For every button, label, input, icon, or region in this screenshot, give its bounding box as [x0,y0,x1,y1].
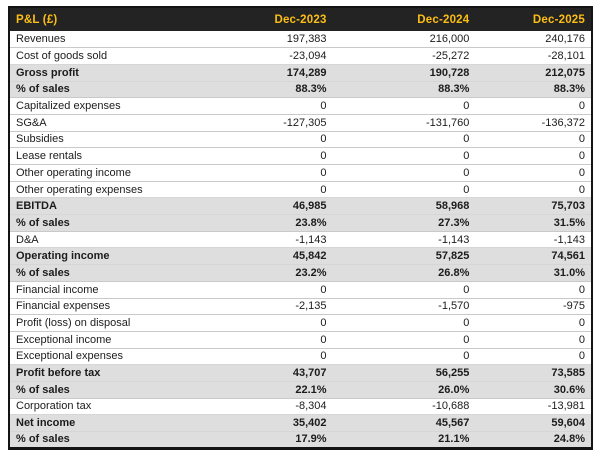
cell-value: 0 [333,131,476,148]
cell-value: 23.8% [219,215,333,232]
cell-value: 45,567 [333,415,476,432]
cell-value: 22.1% [219,381,333,398]
cell-value: 0 [333,148,476,165]
cell-value: 57,825 [333,248,476,265]
row-label: Financial income [9,281,219,298]
cell-value: 0 [475,165,592,182]
row-label: Exceptional expenses [9,348,219,365]
table-row [9,31,592,48]
pnl-table-body [9,31,592,448]
row-label: D&A [9,231,219,248]
cell-value: 74,561 [475,248,592,265]
cell-value: 59,604 [475,415,592,432]
cell-value: 26.8% [333,265,476,282]
table-row [9,348,592,365]
cell-value: 174,289 [219,64,333,81]
header-row [9,7,592,31]
cell-value: 17.9% [219,432,333,449]
cell-value: 0 [333,315,476,332]
row-label: Other operating income [9,165,219,182]
cell-value: -1,143 [475,231,592,248]
cell-value: 23.2% [219,265,333,282]
row-label: Subsidies [9,131,219,148]
cell-value: -975 [475,298,592,315]
cell-value: 0 [475,348,592,365]
cell-value: 216,000 [429,33,470,46]
table-row [9,165,592,182]
cell-value: 75,703 [475,198,592,215]
table-row [9,231,592,248]
table-row [9,198,592,215]
cell-value: 31.0% [475,265,592,282]
cell-value: 0 [219,165,333,182]
table-row [9,331,592,348]
row-label: Profit before tax [9,365,219,382]
table-row [9,215,592,232]
cell-value: -1,143 [219,231,333,248]
cell-value: -28,101 [475,48,592,65]
row-label: Gross profit [9,64,219,81]
row-label: Other operating expenses [9,181,219,198]
row-label: Operating income [9,248,219,265]
cell-value: -1,570 [333,298,476,315]
row-label: Corporation tax [9,398,219,415]
cell-value: 43,707 [219,365,333,382]
row-label: Cost of goods sold [9,48,219,65]
row-label: Profit (loss) on disposal [9,315,219,332]
row-label: % of sales [9,432,219,449]
row-label: Financial expenses [9,298,219,315]
cell-value: 212,075 [475,64,592,81]
cell-value: 0 [475,148,592,165]
cell-value: 0 [475,315,592,332]
cell-value: 0 [475,331,592,348]
cell-value: 0 [333,165,476,182]
row-label: % of sales [9,381,219,398]
cell-value: 46,985 [219,198,333,215]
cell-value: -1,143 [333,231,476,248]
cell-value: 0 [333,181,476,198]
cell-value: 197,383 [286,33,327,46]
cell-value: 0 [475,131,592,148]
table-row [9,114,592,131]
cell-value: 88.3% [475,81,592,98]
cell-value: 0 [219,315,333,332]
table-row [9,98,592,115]
pnl-table-header [9,7,592,31]
cell-value: -25,272 [333,48,476,65]
cell-value: 0 [219,331,333,348]
table-row [9,398,592,415]
cell-value: -23,094 [219,48,333,65]
cell-value: 88.3% [333,81,476,98]
column-header-dec-2024: Dec-2024 [333,7,476,31]
row-label: EBITDA [9,198,219,215]
cell-value: 58,968 [333,198,476,215]
cell-value: -2,135 [219,298,333,315]
cell-value: 31.5% [475,215,592,232]
cell-value: 35,402 [219,415,333,432]
table-title: P&L (£) [9,7,219,31]
cell-value: 0 [475,281,592,298]
table-row [9,64,592,81]
table-row [9,48,592,65]
cell-value: -136,372 [475,114,592,131]
row-label: Revenues [16,33,66,46]
table-row [9,365,592,382]
row-label: Exceptional income [9,331,219,348]
table-row [9,265,592,282]
cell-value: 0 [475,98,592,115]
cell-value: -127,305 [219,114,333,131]
cell-value: 0 [333,331,476,348]
cell-value: 21.1% [333,432,476,449]
table-row [9,181,592,198]
table-row [9,131,592,148]
table-row [9,81,592,98]
table-row [9,281,592,298]
cell-value: 26.0% [333,381,476,398]
row-label: Net income [9,415,219,432]
cell-value: -13,981 [475,398,592,415]
cell-value: 0 [333,348,476,365]
cell-value: 27.3% [333,215,476,232]
cell-value: -8,304 [219,398,333,415]
cell-value: 30.6% [475,381,592,398]
cell-value: 0 [219,131,333,148]
cell-value: -10,688 [333,398,476,415]
cell-value: 240,176 [545,33,585,46]
cell-value: 56,255 [333,365,476,382]
cell-value: 0 [219,98,333,115]
cell-value: 0 [219,281,333,298]
cell-value: -131,760 [333,114,476,131]
cell-value: 88.3% [219,81,333,98]
row-label: SG&A [9,114,219,131]
row-label: % of sales [9,81,219,98]
table-row [9,415,592,432]
column-header-dec-2025: Dec-2025 [475,7,592,31]
row-label: % of sales [9,215,219,232]
row-label: Lease rentals [9,148,219,165]
table-row [9,248,592,265]
table-row [9,298,592,315]
table-row [9,315,592,332]
column-header-dec-2023: Dec-2023 [219,7,333,31]
cell-value: 0 [219,181,333,198]
table-row [9,148,592,165]
cell-value: 190,728 [333,64,476,81]
row-label: % of sales [9,265,219,282]
pnl-statement-table [8,6,593,450]
pnl-table [8,6,593,450]
cell-value: 45,842 [219,248,333,265]
cell-value: 0 [219,348,333,365]
cell-value: 24.8% [475,432,592,449]
table-row [9,432,592,449]
cell-value: 0 [333,281,476,298]
row-label: Capitalized expenses [9,98,219,115]
cell-value: 73,585 [475,365,592,382]
table-row [9,381,592,398]
cell-value: 0 [333,98,476,115]
cell-value: 0 [475,181,592,198]
cell-value: 0 [219,148,333,165]
